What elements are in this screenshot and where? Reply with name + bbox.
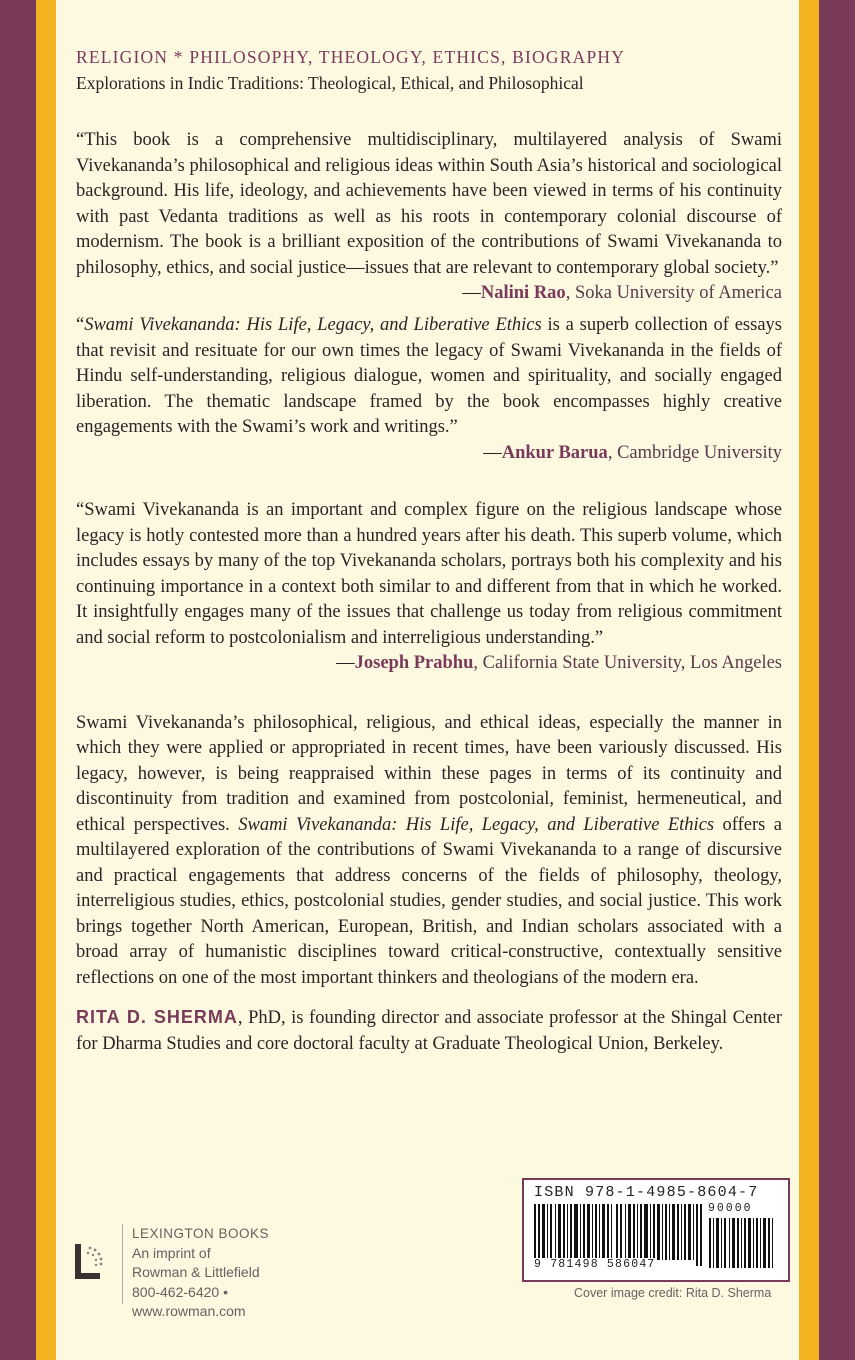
isbn-barcode — [522, 1178, 790, 1282]
publisher-parent: Rowman & Littlefield — [132, 1264, 260, 1280]
publisher-imprint: An imprint of — [132, 1244, 211, 1261]
publisher-name: LEXINGTON BOOKS — [132, 1226, 270, 1241]
endorser-name: Ankur Barua — [501, 442, 608, 463]
endorser-name: Joseph Prabhu — [354, 653, 474, 673]
series-subtitle: Explorations in Indic Traditions: Theological, Ethical, and Philosophical — [76, 73, 584, 93]
endorsement-1-attribution: —Nalini Rao, Soka University of America — [462, 283, 782, 303]
endorser-affiliation: , California State University, Los Angeles — [473, 653, 782, 673]
endorsement-1-text: “This book is a comprehensive multidisciplinary, multilayered analysis of Swami Vivekananda’s philosophical and religious ideas within South Asia’s historical and sociological background. His life, ideology, and achievements have been viewed in terms of his continuity with past Vedanta traditions as well as his roots in contemporary colonial discourse of modernism. The book is a brilliant exposition of the contributions of Swami Vivekananda to philosophy, ethics, and social justice—issues that are relevant to contemporary global society.” —Nalini Rao, Soka University of America — [76, 128, 782, 281]
endorsement-3 — [76, 498, 782, 677]
endorser-name: Nalini Rao — [480, 283, 566, 303]
endorser-affiliation: , Soka University of America — [565, 283, 782, 303]
endorsement-2-attribution: —Ankur Barua, Cambridge University — [483, 442, 782, 463]
barcode-addon-digits: 90000 — [708, 1202, 753, 1215]
endorsement-3-text: “Swami Vivekananda is an important and complex figure on the religious landscape whose legacy is hotly contested more than a hundred years after his death. This superb volume, which includes essays by many of the top Vivekananda scholars, portrays both his complexity and his continuing importance in a context both similar to and different from that in which he worked. It insightfully engages many of the issues that challenge us today from religious commitment and social reform to postcolonialism and interreligious understanding.” — [76, 500, 782, 648]
frame-gold-stripe-right — [799, 0, 819, 1360]
cover-image-credit: Cover image credit: Rita D. Sherma — [574, 1286, 772, 1300]
series-categories: RELIGION * PHILOSOPHY, THEOLOGY, ETHICS, BIOGRAPHY — [76, 47, 626, 67]
isbn-number: ISBN 978-1-4985-8604-7 — [534, 1184, 759, 1201]
back-cover-page — [56, 0, 799, 1360]
lexington-books-logo-icon — [74, 1240, 106, 1280]
endorsement-2 — [76, 313, 782, 466]
endorser-affiliation: , Cambridge University — [607, 442, 782, 463]
book-description: Swami Vivekananda’s philosophical, religious, and ethical ideas, especially the manner in which they were applied or appropriated in recent times, have been variously discussed. His legacy, however, is being reappraised within these pages in terms of its continuity and discontinuity from tradition and examined from postcolonial, feminist, hermeneutical, and ethical perspectives. Swami Vivekananda: His Life, Legacy, and Liberative Ethics offers a multilayered exploration of the contributions of Swami Vivekananda to a range of discursive and practical engagements that address concerns of the fields of philosophy, theology, interreligious studies, ethics, postcolonial studies, gender studies, and social justice. This work brings together North American, European, British, and Indian scholars associated with a broad array of humanistic disciplines toward critical-constructive, contextually sensitive reflections on one of the most important thinkers and theologians of the modern era. — [76, 712, 782, 988]
endorsement-2-text: “Swami Vivekananda: His Life, Legacy, and Liberative Ethics is a superb collection of essays that revisit and resituate for our own times the legacy of Swami Vivekananda in the fields of Hindu self-understanding, religious dialogue, women and spirituality, and socially engaged liberation. The thematic landscape framed by the book encompasses highly creative engagements with the Swami’s work and writings.” — [76, 315, 782, 437]
publisher-divider — [122, 1224, 123, 1304]
publisher-info — [132, 1224, 326, 1322]
publisher-contact: 800-462-6420 • www.rowman.com — [132, 1283, 246, 1319]
endorsement-1 — [76, 128, 782, 303]
author-name: RITA D. SHERMA — [76, 1007, 238, 1027]
addon-barcode-bars — [708, 1218, 778, 1268]
frame-gold-stripe-left — [36, 0, 56, 1360]
barcode-digits: 9 781498 586047 — [534, 1258, 656, 1271]
endorsement-3-attribution: —Joseph Prabhu, California State University, Los Angeles — [336, 653, 782, 673]
book-title: Swami Vivekananda: His Life, Legacy, and Liberative Ethics — [238, 814, 715, 835]
author-bio: RITA D. SHERMA, PhD, is founding director and associate professor at the Shingal Center for Dharma Studies and core doctoral faculty at Graduate Theological Union, Berkeley. — [76, 1007, 782, 1054]
ean-barcode-bars — [532, 1204, 704, 1266]
back-cover-content — [76, 44, 782, 1057]
book-title: Swami Vivekananda: His Life, Legacy, and Liberative Ethics — [84, 315, 542, 335]
